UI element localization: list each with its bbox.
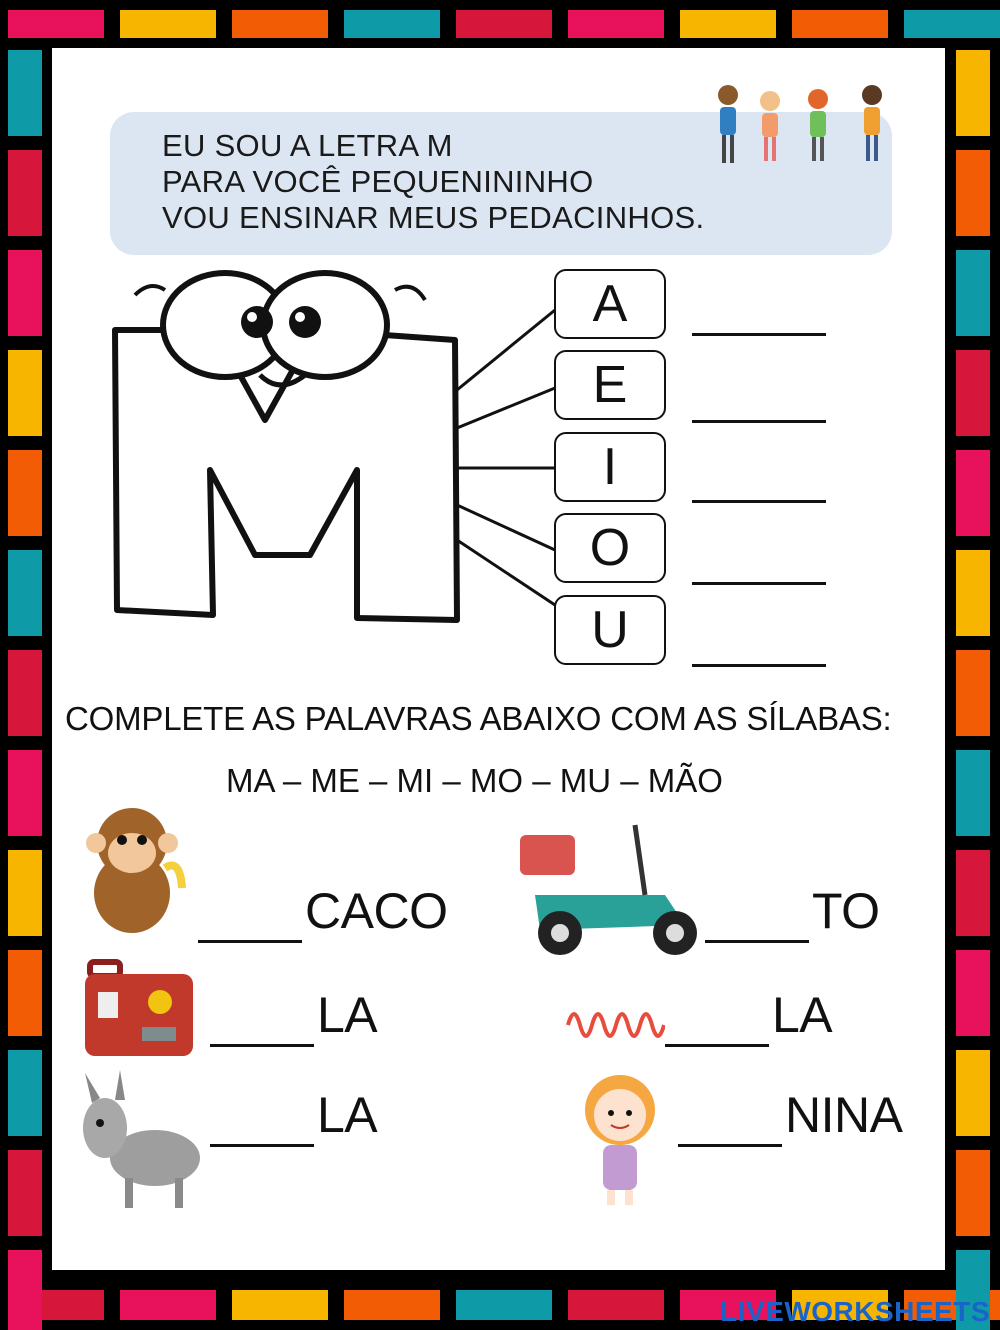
girl-picture	[565, 1065, 675, 1210]
word-suffix-1: CACO	[305, 883, 448, 939]
frame-tile	[904, 10, 1000, 38]
frame-tile	[568, 1290, 664, 1320]
frame-tile	[120, 10, 216, 38]
word-blank-6[interactable]	[678, 1144, 782, 1147]
answer-blank-e[interactable]	[692, 420, 826, 423]
frame-tile	[8, 50, 42, 136]
frame-tile	[792, 10, 888, 38]
frame-tile	[8, 1250, 42, 1330]
frame-tile	[8, 1050, 42, 1136]
monkey-picture	[70, 798, 195, 943]
frame-tile	[956, 450, 990, 536]
answer-blank-u[interactable]	[692, 664, 826, 667]
frame-tile	[8, 650, 42, 736]
frame-tile	[120, 1290, 216, 1320]
word-suffix-3: LA	[317, 987, 378, 1043]
vowel-box-i: I	[554, 432, 666, 502]
kids-illustration	[690, 75, 910, 170]
word-blank-4[interactable]	[665, 1044, 769, 1047]
frame-tile	[956, 250, 990, 336]
frame-tile	[8, 10, 104, 38]
scooter-picture	[515, 815, 705, 960]
frame-tile	[956, 950, 990, 1036]
frame-tile	[956, 150, 990, 236]
frame-tile	[956, 50, 990, 136]
word-blank-1[interactable]	[198, 940, 302, 943]
frame-tile	[8, 1150, 42, 1236]
suitcase-picture	[80, 952, 200, 1062]
frame-tile	[456, 10, 552, 38]
frame-tile	[8, 350, 42, 436]
verse-line-3: VOU ENSINAR MEUS PEDACINHOS.	[162, 200, 705, 235]
word-suffix-2: TO	[812, 883, 880, 939]
word-blank-5[interactable]	[210, 1144, 314, 1147]
donkey-picture	[70, 1068, 215, 1213]
verse-line-2: PARA VOCÊ PEQUENININHO	[162, 164, 594, 199]
frame-tile	[8, 950, 42, 1036]
instruction-text: COMPLETE AS PALAVRAS ABAIXO COM AS SÍLABAS:	[65, 700, 892, 737]
frame-tile	[344, 1290, 440, 1320]
frame-tile	[8, 450, 42, 536]
vowel-box-o: O	[554, 513, 666, 583]
vowel-box-u: U	[554, 595, 666, 665]
frame-tile	[956, 750, 990, 836]
word-blank-2[interactable]	[705, 940, 809, 943]
frame-tile	[956, 850, 990, 936]
spring-picture	[560, 995, 665, 1055]
connector-lines	[455, 300, 565, 620]
frame-tile	[8, 550, 42, 636]
frame-tile	[8, 250, 42, 336]
word-suffix-4: LA	[772, 987, 833, 1043]
frame-tile	[568, 10, 664, 38]
frame-tile	[956, 1150, 990, 1236]
syllables-list: MA – ME – MI – MO – MU – MÃO	[226, 762, 723, 799]
frame-tile	[456, 1290, 552, 1320]
frame-tile	[680, 10, 776, 38]
frame-tile	[8, 750, 42, 836]
frame-tile	[8, 150, 42, 236]
frame-tile	[344, 10, 440, 38]
word-suffix-6: NINA	[785, 1087, 903, 1143]
verse-line-1: EU SOU A LETRA M	[162, 128, 453, 163]
frame-tile	[956, 650, 990, 736]
word-blank-3[interactable]	[210, 1044, 314, 1047]
vowel-box-a: A	[554, 269, 666, 339]
frame-tile	[956, 1050, 990, 1136]
frame-tile	[8, 850, 42, 936]
answer-blank-o[interactable]	[692, 582, 826, 585]
liveworksheets-logo: LIVEWORKSHEETS	[720, 1296, 990, 1327]
frame-tile	[232, 10, 328, 38]
vowel-box-e: E	[554, 350, 666, 420]
frame-tile	[956, 550, 990, 636]
answer-blank-a[interactable]	[692, 333, 826, 336]
frame-tile	[956, 350, 990, 436]
letter-m-character	[95, 270, 475, 640]
frame-tile	[232, 1290, 328, 1320]
answer-blank-i[interactable]	[692, 500, 826, 503]
word-suffix-5: LA	[317, 1087, 378, 1143]
